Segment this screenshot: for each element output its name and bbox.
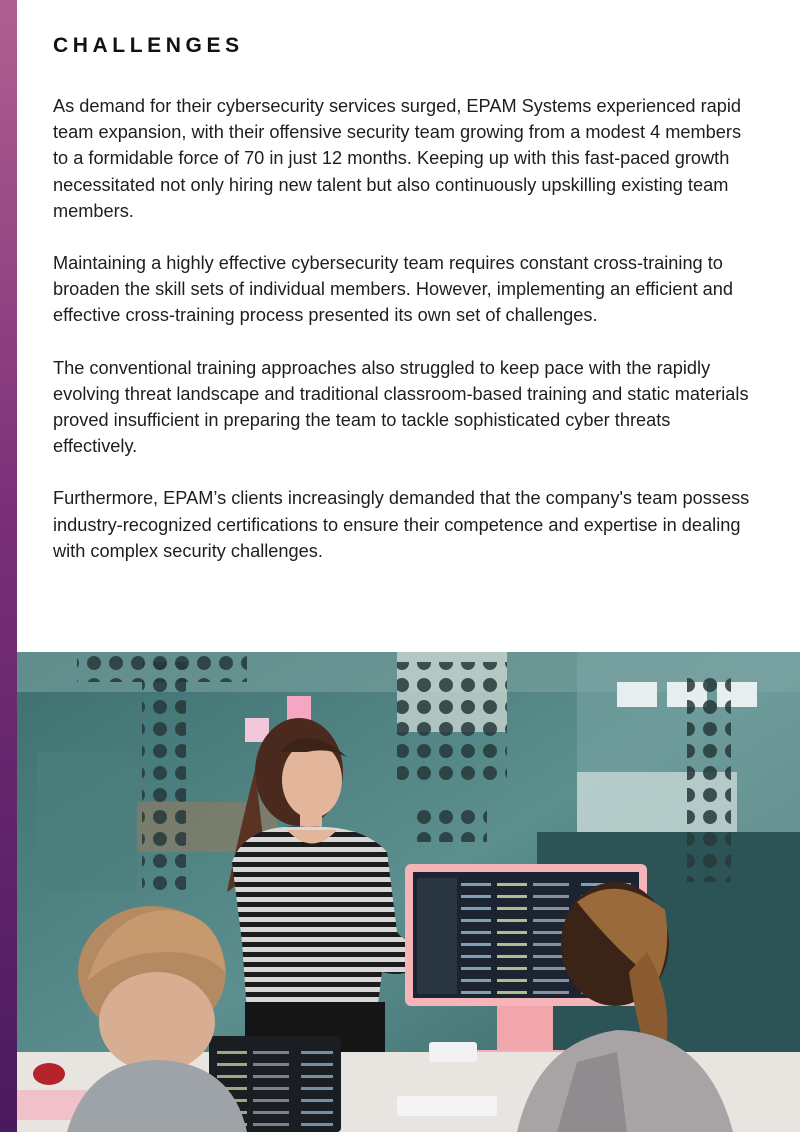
office-training-photo [17,652,800,1132]
paragraph-growth: As demand for their cybersecurity services surged, EPAM Systems experienced rapid team expansion, with their offensive security team growing from a modest 4 members to a formidable force of 70 in just 12 months. Keeping up with this fast-paced growth necessitated not only hiring new talent but also continuously upskilling existing team members. [53,96,742,221]
section-heading: CHALLENGES [53,34,244,57]
section-body [53,93,753,590]
paragraph-conventional-training: The conventional training approaches also struggled to keep pace with the rapidly evolving threat landscape and traditional classroom-based training and static materials proved insufficient in preparing the team to tackle sophisticated cyber threats effectively. [53,357,749,457]
accent-bar [0,0,17,1132]
paragraph-cross-training: Maintaining a highly effective cybersecurity team requires constant cross-training to broaden the skill sets of individual members. However, implementing an efficient and effective cross-training process presented its own set of challenges. [53,253,734,326]
paragraph-certifications: Furthermore, EPAM’s clients increasingly demanded that the company's team possess industry-recognized certifications to ensure their competence and expertise in dealing with complex security challenges. [53,488,750,561]
